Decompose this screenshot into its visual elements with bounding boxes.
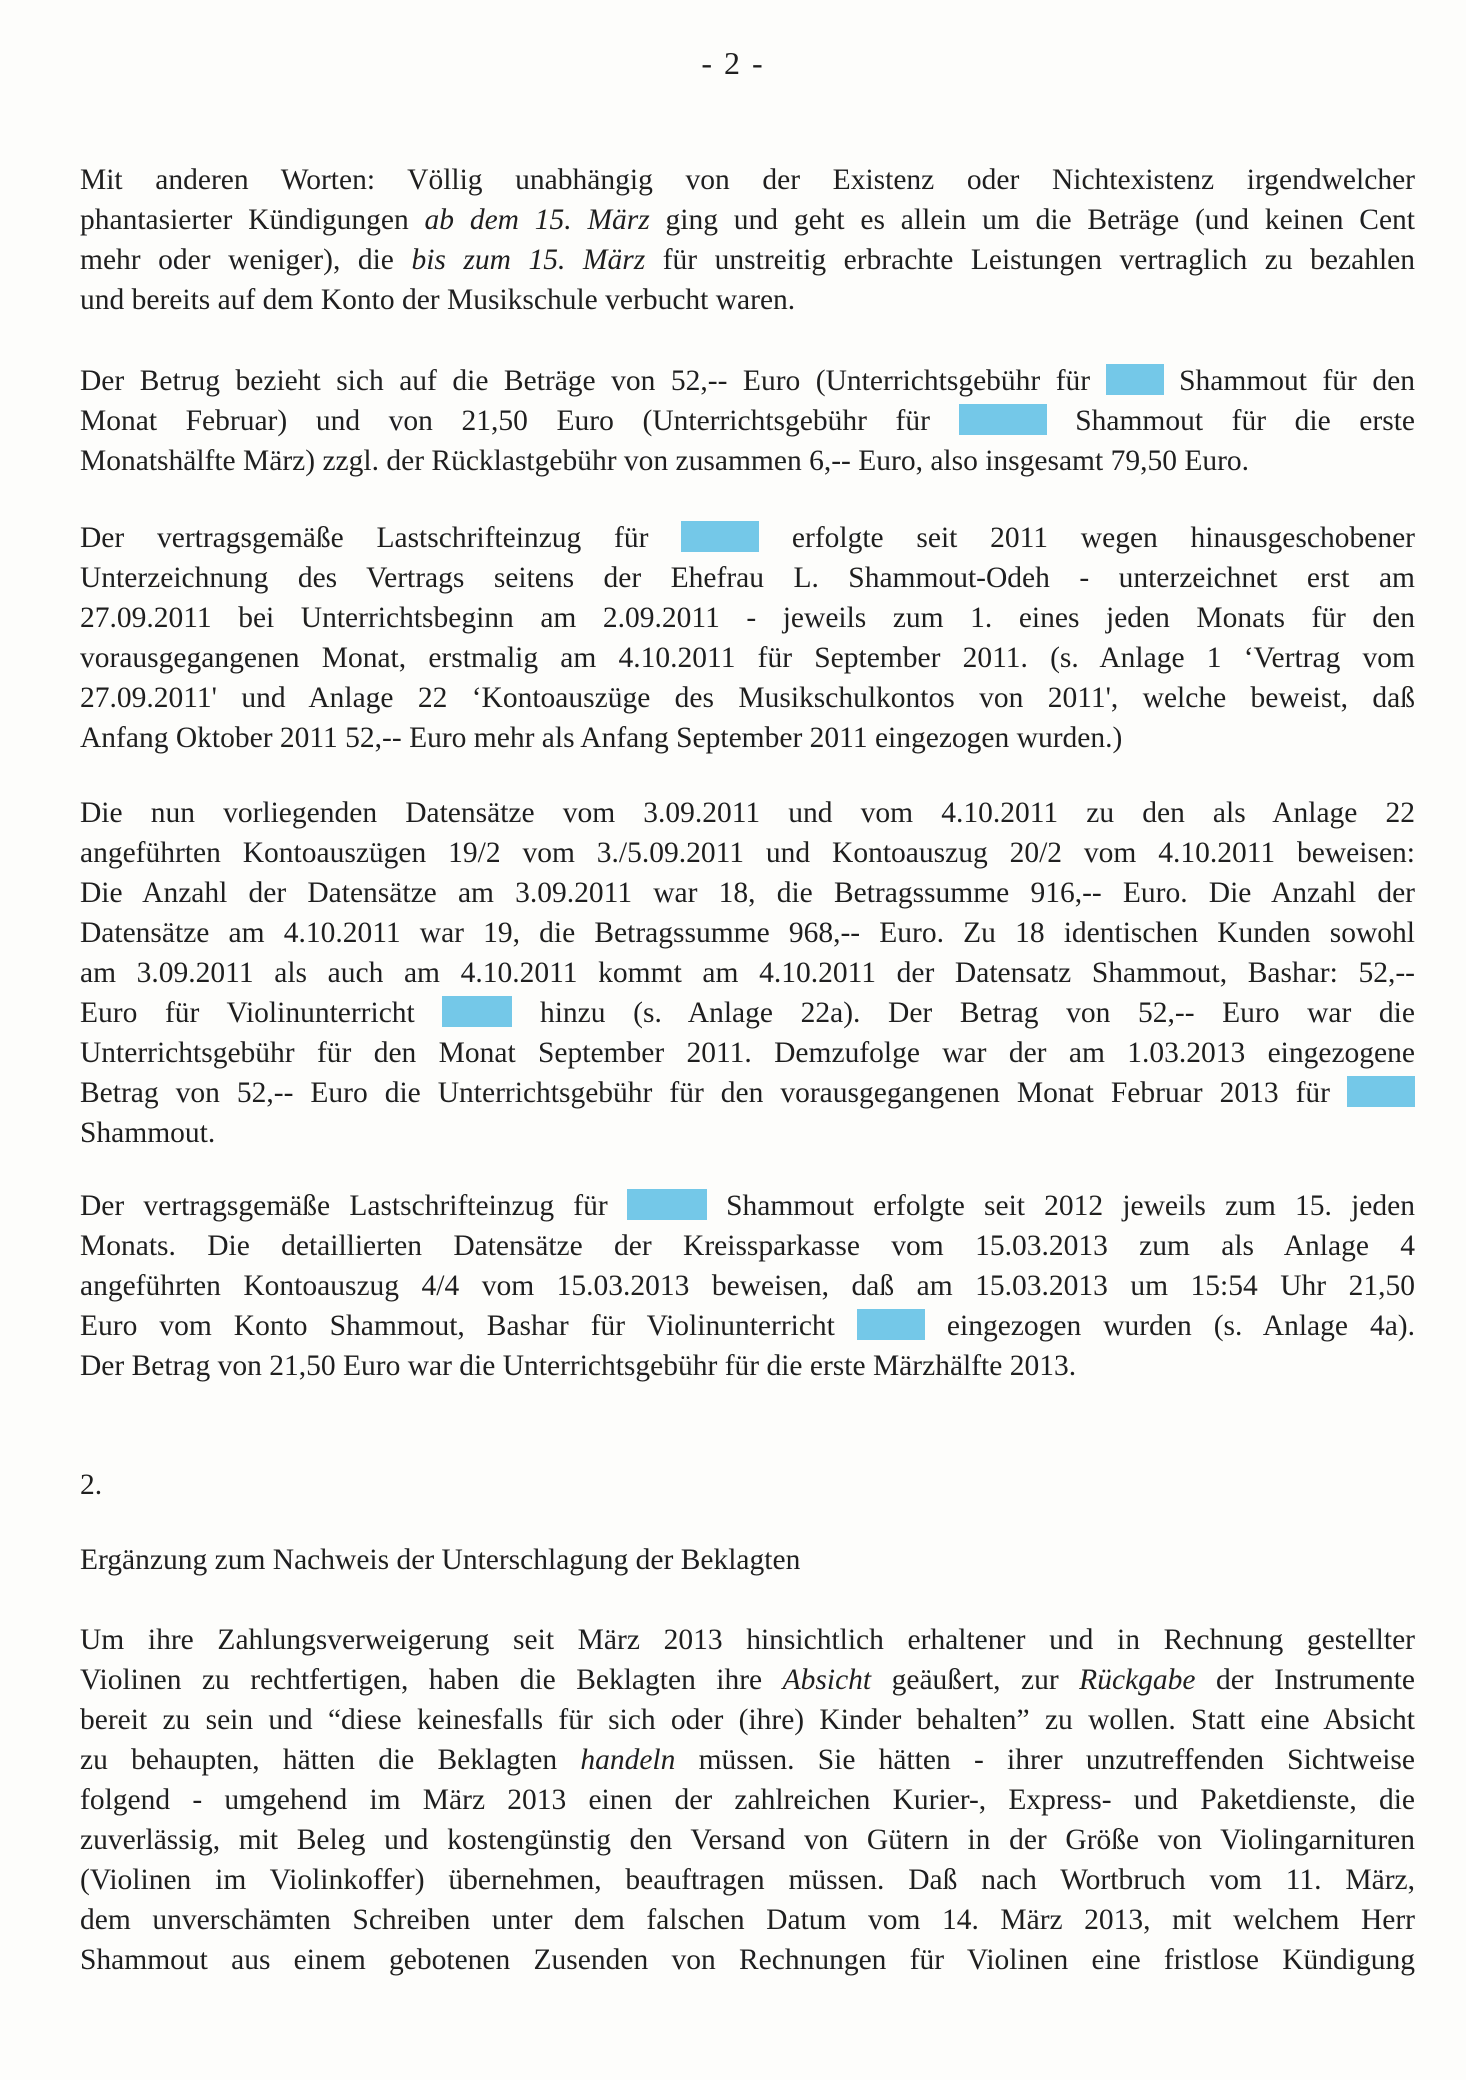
text-line: Der Betrag von 21,50 Euro war die Unterrichtsgebühr für die erste Märzhälfte 2013. — [80, 1350, 1077, 1382]
text-line: dem unverschämten Schreiben unter dem falschen Datum vom 14. März 2013, mit welchem Herr — [80, 1904, 1415, 1936]
text-line: angeführten Kontoauszug 4/4 vom 15.03.2013 beweisen, daß am 15.03.2013 um 15:54 Uhr 21,50 — [80, 1270, 1415, 1302]
emphasis: ab dem 15. März — [424, 204, 650, 236]
text-line: Mit anderen Worten: Völlig unabhängig von der Existenz oder Nichtexistenz irgendwelcher — [80, 164, 1415, 196]
text-line: Monat Februar) und von 21,50 Euro (Unterrichtsgebühr für Shammout für die erste — [80, 405, 1415, 437]
emphasis: Absicht — [782, 1664, 872, 1696]
text-line: Shammout. — [80, 1117, 216, 1149]
text-line: Um ihre Zahlungsverweigerung seit März 2013 hinsichtlich erhaltener und in Rechnung gestellter — [80, 1624, 1415, 1656]
text-line: Euro vom Konto Shammout, Bashar für Violinunterricht eingezogen wurden (s. Anlage 4a). — [80, 1310, 1416, 1342]
emphasis: Rückgabe — [1079, 1664, 1196, 1696]
text-line: folgend - umgehend im März 2013 einen der zahlreichen Kurier-, Express- und Paketdienste, die — [80, 1784, 1415, 1816]
text-line: 27.09.2011 bei Unterrichtsbeginn am 2.09.2011 - jeweils zum 1. eines jeden Monats für den — [80, 602, 1415, 634]
text-line: Monats. Die detaillierten Datensätze der Kreissparkasse vom 15.03.2013 zum als Anlage 4 — [80, 1230, 1415, 1262]
redaction-mark — [681, 521, 759, 552]
text-line: Die Anzahl der Datensätze am 3.09.2011 war 18, die Betragssumme 916,-- Euro. Die Anzahl der — [80, 877, 1415, 909]
emphasis: handeln — [580, 1744, 676, 1776]
text-line: Anfang Oktober 2011 52,-- Euro mehr als Anfang September 2011 eingezogen wurden.) — [80, 722, 1123, 754]
paragraph-4 — [80, 793, 1415, 1153]
redaction-mark — [1347, 1076, 1415, 1107]
text-line: am 3.09.2011 als auch am 4.10.2011 kommt am 4.10.2011 der Datensatz Shammout, Bashar: 52,-- — [80, 957, 1415, 989]
text-line: Violinen zu rechtfertigen, haben die Beklagten ihre Absicht geäußert, zur Rückgabe der Instrumente — [80, 1664, 1416, 1696]
redaction-mark — [1106, 364, 1164, 395]
text-line: Unterrichtsgebühr für den Monat September 2011. Demzufolge war der am 1.03.2013 eingezogene — [80, 1037, 1415, 1069]
text-line: Euro für Violinunterricht hinzu (s. Anlage 22a). Der Betrag von 52,-- Euro war die — [80, 997, 1415, 1029]
text-line: vorausgegangenen Monat, erstmalig am 4.10.2011 für September 2011. (s. Anlage 1 ‘Vertrag vom — [80, 642, 1415, 674]
text-line: 27.09.2011' und Anlage 22 ‘Kontoauszüge des Musikschulkontos von 2011', welche beweist, daß — [80, 682, 1415, 714]
paragraph-3 — [80, 518, 1415, 758]
section-number: 2. — [80, 1469, 103, 1501]
text-line: bereit zu sein und “diese keinesfalls für sich oder (ihre) Kinder behalten” zu wollen. Statt eine Absicht — [80, 1704, 1415, 1736]
emphasis: bis zum 15. März — [411, 244, 646, 276]
text-line: (Violinen im Violinkoffer) übernehmen, beauftragen müssen. Daß nach Wortbruch vom 11. März, — [80, 1864, 1415, 1896]
section-title: Ergänzung zum Nachweis der Unterschlagung der Beklagten — [80, 1544, 801, 1576]
text-line: Shammout aus einem gebotenen Zusenden von Rechnungen für Violinen eine fristlose Kündigung — [80, 1944, 1415, 1976]
text-line: Der vertragsgemäße Lastschrifteinzug für erfolgte seit 2011 wegen hinausgeschobener — [80, 522, 1415, 554]
text-line: Monatshälfte März) zzgl. der Rücklastgebühr von zusammen 6,-- Euro, also insgesamt 79,50 Euro. — [80, 445, 1250, 477]
text-line: Der Betrug bezieht sich auf die Beträge von 52,-- Euro (Unterrichtsgebühr für Shammout für den — [80, 365, 1415, 397]
text-line: mehr oder weniger), die bis zum 15. März für unstreitig erbrachte Leistungen vertraglich zu bezahlen — [80, 244, 1415, 276]
text-line: phantasierter Kündigungen ab dem 15. März ging und geht es allein um die Beträge (und keinen Cent — [80, 204, 1415, 236]
paragraph-6 — [80, 1620, 1415, 1980]
redaction-mark — [442, 996, 512, 1027]
redaction-mark — [627, 1189, 707, 1220]
text-line: Die nun vorliegenden Datensätze vom 3.09.2011 und vom 4.10.2011 zu den als Anlage 22 — [80, 797, 1415, 829]
paragraph-5 — [80, 1186, 1415, 1386]
text-line: Unterzeichnung des Vertrags seitens der Ehefrau L. Shammout-Odeh - unterzeichnet erst am — [80, 562, 1415, 594]
text-line: Datensätze am 4.10.2011 war 19, die Betragssumme 968,-- Euro. Zu 18 identischen Kunden sowohl — [80, 917, 1415, 949]
text-line: zu behaupten, hätten die Beklagten handeln müssen. Sie hätten - ihrer unzutreffenden Sichtweise — [80, 1744, 1415, 1776]
redaction-mark — [959, 404, 1047, 435]
text-line: Betrag von 52,-- Euro die Unterrichtsgebühr für den vorausgegangenen Monat Februar 2013 für — [80, 1073, 1415, 1113]
paragraph-2 — [80, 361, 1415, 481]
redaction-mark — [857, 1309, 925, 1340]
text-line: angeführten Kontoauszügen 19/2 vom 3./5.09.2011 und Kontoauszug 20/2 vom 4.10.2011 beweisen: — [80, 837, 1415, 869]
page-number: - 2 - — [701, 45, 765, 81]
text-line: und bereits auf dem Konto der Musikschule verbucht waren. — [80, 284, 796, 316]
text-line: Der vertragsgemäße Lastschrifteinzug für Shammout erfolgte seit 2012 jeweils zum 15. jeden — [80, 1190, 1415, 1222]
text-line: zuverlässig, mit Beleg und kostengünstig den Versand von Gütern in der Größe von Violingarnituren — [80, 1824, 1415, 1856]
paragraph-1 — [80, 160, 1415, 320]
